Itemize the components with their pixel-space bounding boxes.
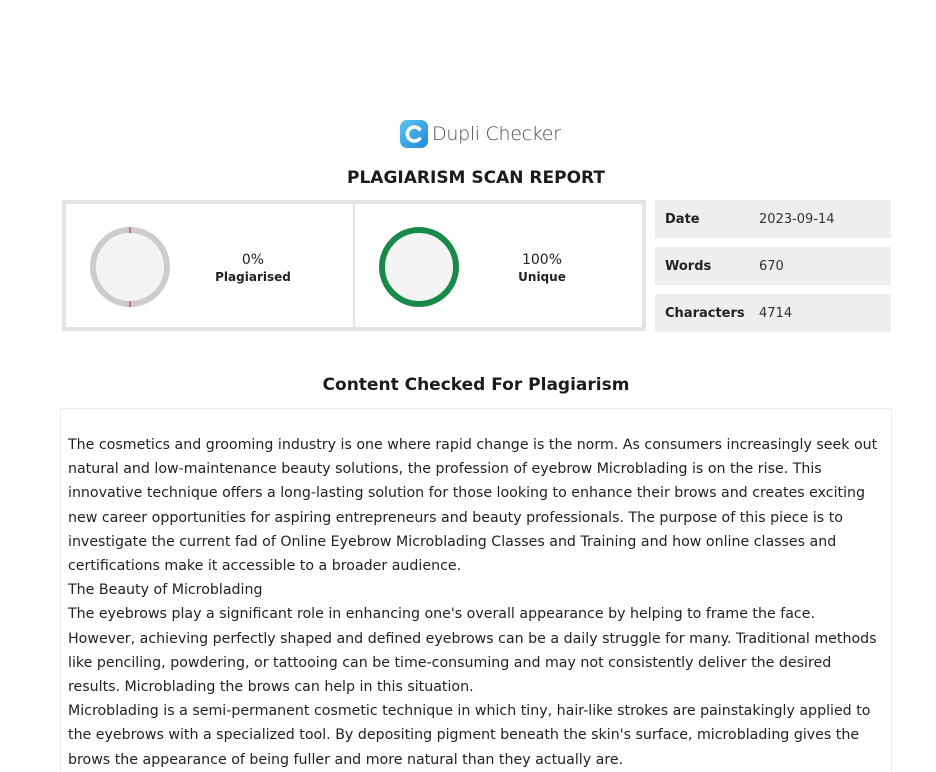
unique-value: 100% <box>521 252 563 268</box>
checked-content <box>60 408 892 772</box>
meta-row-date <box>655 200 891 238</box>
meta-key: Words <box>665 258 712 274</box>
meta-key: Date <box>665 211 700 227</box>
content-paragraph: The eyebrows play a significant role in enhancing one's overall appearance by helping to frame the face. However, achieving perfectly shaped and defined eyebrows can be a daily struggle for many. Traditional methods like penciling, powdering, or tattooing can be time-consuming and may not consistently deliver the desired results. Microblading the brows can help in this situation. <box>68 606 877 696</box>
plagiarised-label: Plagiarised <box>215 270 291 284</box>
unique-label: Unique <box>518 270 566 284</box>
plagiarised-value: 0% <box>241 252 265 268</box>
meta-value: 2023-09-14 <box>759 211 835 227</box>
report-meta <box>655 200 891 341</box>
meta-key: Characters <box>665 305 745 321</box>
report-title: PLAGIARISM SCAN REPORT <box>347 168 605 188</box>
dupli-checker-logo-icon <box>400 120 428 148</box>
meta-row-words <box>655 247 891 285</box>
meta-value: 670 <box>759 258 784 274</box>
unique-ring <box>377 225 461 309</box>
meta-value: 4714 <box>759 305 793 321</box>
plagiarised-ring <box>88 225 172 309</box>
content-paragraph: The Beauty of Microblading <box>68 582 263 599</box>
logo-brand-text: Dupli Checker <box>432 123 561 145</box>
content-paragraph: Microblading is a semi-permanent cosmetic technique in which tiny, hair-like strokes are painstakingly applied to the eyebrows with a specialized tool. By depositing pigment beneath the skin's surface, microblading gives the brows the appearance of being fuller and more natural than they actually are. <box>68 703 871 768</box>
content-section-title: Content Checked For Plagiarism <box>322 375 630 395</box>
meta-row-characters <box>655 294 891 332</box>
unique-score <box>355 204 642 327</box>
logo <box>400 119 561 149</box>
score-summary <box>62 200 646 331</box>
content-paragraph: The cosmetics and grooming industry is one where rapid change is the norm. As consumers increasingly seek out natural and low-maintenance beauty solutions, the profession of eyebrow Microblading is on the rise. This innovative technique offers a long-lasting solution for those looking to enhance their brows and creates exciting new career opportunities for aspiring entrepreneurs and beauty professionals. The purpose of this piece is to investigate the current fad of Online Eyebrow Microblading Classes and Training and how online classes and certifications make it accessible to a broader audience. <box>68 437 878 575</box>
plagiarised-score <box>66 204 355 327</box>
